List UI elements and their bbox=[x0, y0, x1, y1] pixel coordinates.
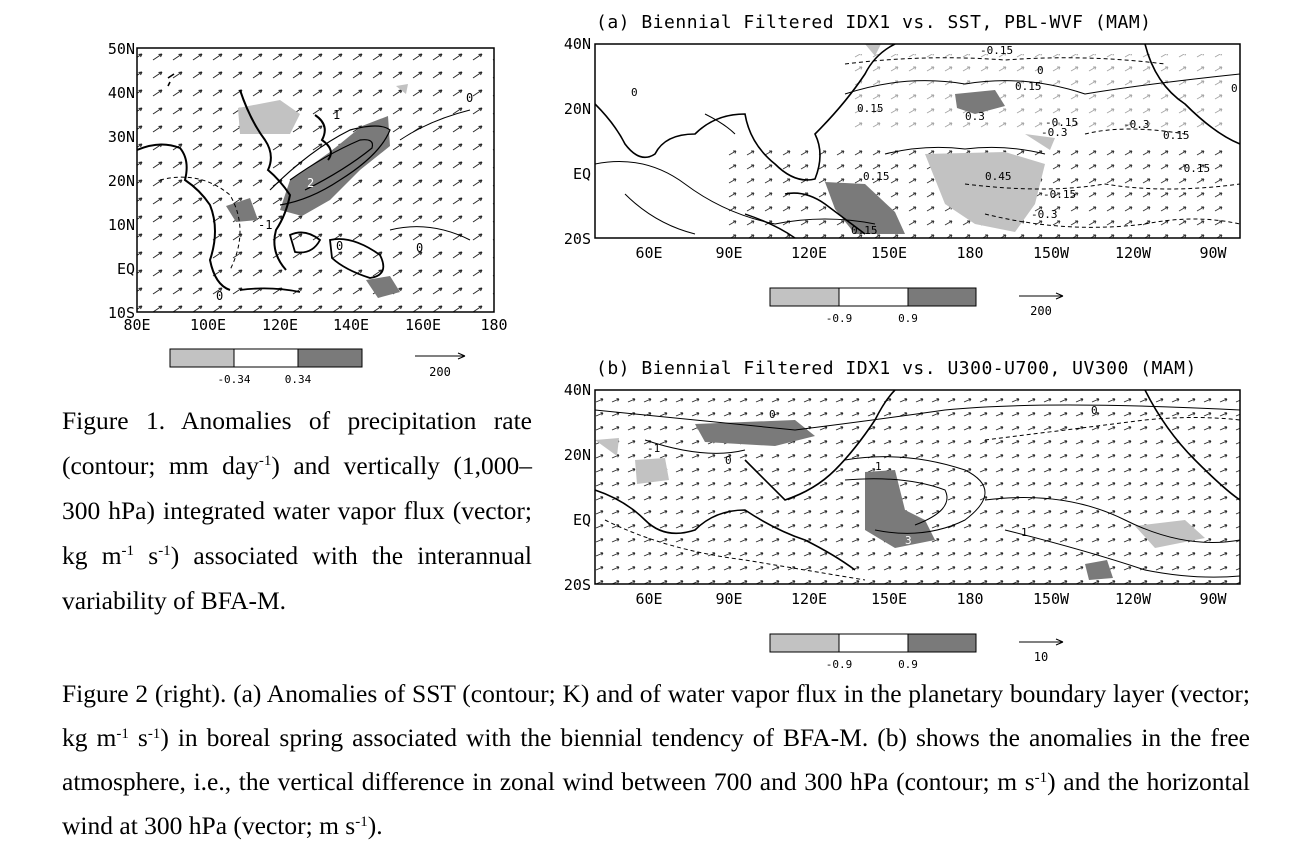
figure2b-title: (b) Biennial Filtered IDX1 vs. U300-U700, UV300 (MAM) bbox=[596, 358, 1197, 379]
x-tick-label: 90E bbox=[715, 590, 743, 608]
figure2b-map bbox=[545, 380, 1255, 616]
contour-label: -0.15 bbox=[980, 44, 1014, 57]
figure2b-legend bbox=[765, 630, 1085, 670]
x-tick-label: 90E bbox=[715, 244, 743, 262]
x-tick-label: 160E bbox=[404, 316, 442, 334]
contour-label: 0 bbox=[769, 408, 776, 421]
contour-label: 3 bbox=[905, 534, 912, 547]
y-tick-label: 50N bbox=[107, 40, 135, 58]
contour-label: 0 bbox=[1037, 64, 1044, 77]
contour-label: 2 bbox=[307, 176, 315, 190]
figure1-legend bbox=[165, 345, 485, 385]
y-tick-label: EQ bbox=[116, 260, 135, 278]
y-tick-label: 20N bbox=[107, 172, 135, 190]
contour-label: 0.45 bbox=[985, 170, 1012, 183]
y-tick-label: 20S bbox=[563, 576, 591, 594]
contour-label: -1 bbox=[647, 442, 661, 455]
contour-label: -0.15 bbox=[1043, 188, 1077, 201]
y-tick-label: 40N bbox=[107, 84, 135, 102]
contour-label: 0.3 bbox=[965, 110, 985, 123]
y-tick-label: 10S bbox=[107, 304, 135, 322]
contour-label: 0.15 bbox=[863, 170, 890, 183]
contour-label: 0 bbox=[336, 239, 344, 253]
figure1-caption: Figure 1. Anomalies of precipitation rate (contour; mm day$^{-1}$) and vertically (1,000–300 hPa) integrated water vapor flux (vector; kg $m^{-1}$ $s^{-1}$) associated with the interannual variability of BFA-M. bbox=[62, 406, 532, 615]
y-tick-label: 20N bbox=[563, 100, 591, 118]
x-tick-label: 150W bbox=[1032, 244, 1070, 262]
y-tick-label: 40N bbox=[563, 35, 591, 53]
y-tick-label: EQ bbox=[572, 165, 591, 183]
x-tick-label: 180 bbox=[480, 316, 508, 334]
contour-label: 1 bbox=[875, 460, 882, 473]
x-tick-label: 120W bbox=[1114, 244, 1152, 262]
legend-neg-label: -0.34 bbox=[217, 373, 251, 385]
reference-vector-arrow bbox=[1019, 639, 1063, 645]
contour-label: -0.3 bbox=[1123, 118, 1150, 131]
x-tick-label: 120W bbox=[1114, 590, 1152, 608]
contour-label: 0 bbox=[725, 454, 732, 467]
contour-label: -0.15 bbox=[1177, 162, 1211, 175]
y-tick-label: EQ bbox=[572, 511, 591, 529]
figure2-caption: Figure 2 (right). (a) Anomalies of SST (contour; K) and of water vapor flux in the planetary boundary layer (vector; kg $m^{-1}$ $s^{-1}$) in boreal spring associated with the biennial tendency of BFA-M. (b) shows the anomalies in the free atmosphere, i.e., the vertical difference in zonal wind between 700 and 300 hPa (contour; m $s^{-1}$) and the horizontal wind at 300 hPa (vector; m $s^{-1}$). bbox=[62, 679, 1250, 840]
x-tick-label: 140E bbox=[332, 316, 370, 334]
figure2a-map bbox=[545, 34, 1255, 270]
contour-label: -0.3 bbox=[1031, 208, 1058, 221]
x-tick-label: 90W bbox=[1199, 244, 1227, 262]
contour-label: -1 bbox=[258, 218, 273, 232]
legend-pos-label: 0.9 bbox=[898, 312, 918, 324]
x-tick-label: 120E bbox=[790, 590, 828, 608]
x-tick-label: 90W bbox=[1199, 590, 1227, 608]
contour-label: 0.15 bbox=[851, 224, 878, 237]
reference-vector-label: 200 bbox=[429, 365, 451, 379]
y-tick-label: 30N bbox=[107, 128, 135, 146]
contour-label: 0 bbox=[416, 241, 424, 255]
x-tick-label: 180 bbox=[956, 244, 984, 262]
x-tick-label: 120E bbox=[261, 316, 299, 334]
contour-label: 0 bbox=[216, 289, 224, 303]
y-tick-label: 40N bbox=[563, 381, 591, 399]
contour-label: -0.15 bbox=[1045, 116, 1079, 129]
reference-vector-label: 10 bbox=[1033, 650, 1049, 664]
x-tick-label: 150E bbox=[870, 590, 908, 608]
reference-vector-label: 200 bbox=[1030, 304, 1052, 318]
figure2a-legend bbox=[765, 284, 1085, 324]
legend-neg-label: -0.9 bbox=[825, 658, 853, 670]
x-tick-label: 180 bbox=[956, 590, 984, 608]
contour-label: 1 bbox=[333, 108, 341, 122]
y-tick-label: 20S bbox=[563, 230, 591, 248]
figure1-map bbox=[90, 30, 520, 350]
x-tick-label: 80E bbox=[123, 316, 151, 334]
contour-label: 0.15 bbox=[1015, 80, 1042, 93]
x-tick-label: 60E bbox=[635, 244, 663, 262]
legend-pos-label: 0.9 bbox=[898, 658, 918, 670]
contour-label: 1 bbox=[1021, 526, 1028, 539]
contour-label: -0.3 bbox=[1041, 126, 1068, 139]
x-tick-label: 100E bbox=[189, 316, 227, 334]
legend-neg-label: -0.9 bbox=[825, 312, 853, 324]
x-tick-label: 120E bbox=[790, 244, 828, 262]
legend-pos-label: 0.34 bbox=[284, 373, 312, 385]
contour-label: 0 bbox=[466, 91, 474, 105]
contour-label: 0 bbox=[631, 86, 638, 99]
contour-label: 0.15 bbox=[1163, 129, 1190, 142]
contour-label: 0.15 bbox=[857, 102, 884, 115]
x-tick-label: 150E bbox=[870, 244, 908, 262]
y-tick-label: 20N bbox=[563, 446, 591, 464]
x-tick-label: 150W bbox=[1032, 590, 1070, 608]
contour-label: 0 bbox=[1091, 404, 1098, 417]
x-tick-label: 60E bbox=[635, 590, 663, 608]
reference-vector-arrow bbox=[415, 353, 465, 359]
y-tick-label: 10N bbox=[107, 216, 135, 234]
figure2a-title: (a) Biennial Filtered IDX1 vs. SST, PBL-WVF (MAM) bbox=[596, 12, 1152, 33]
contour-label: 0 bbox=[1231, 82, 1238, 95]
reference-vector-arrow bbox=[1019, 293, 1063, 299]
